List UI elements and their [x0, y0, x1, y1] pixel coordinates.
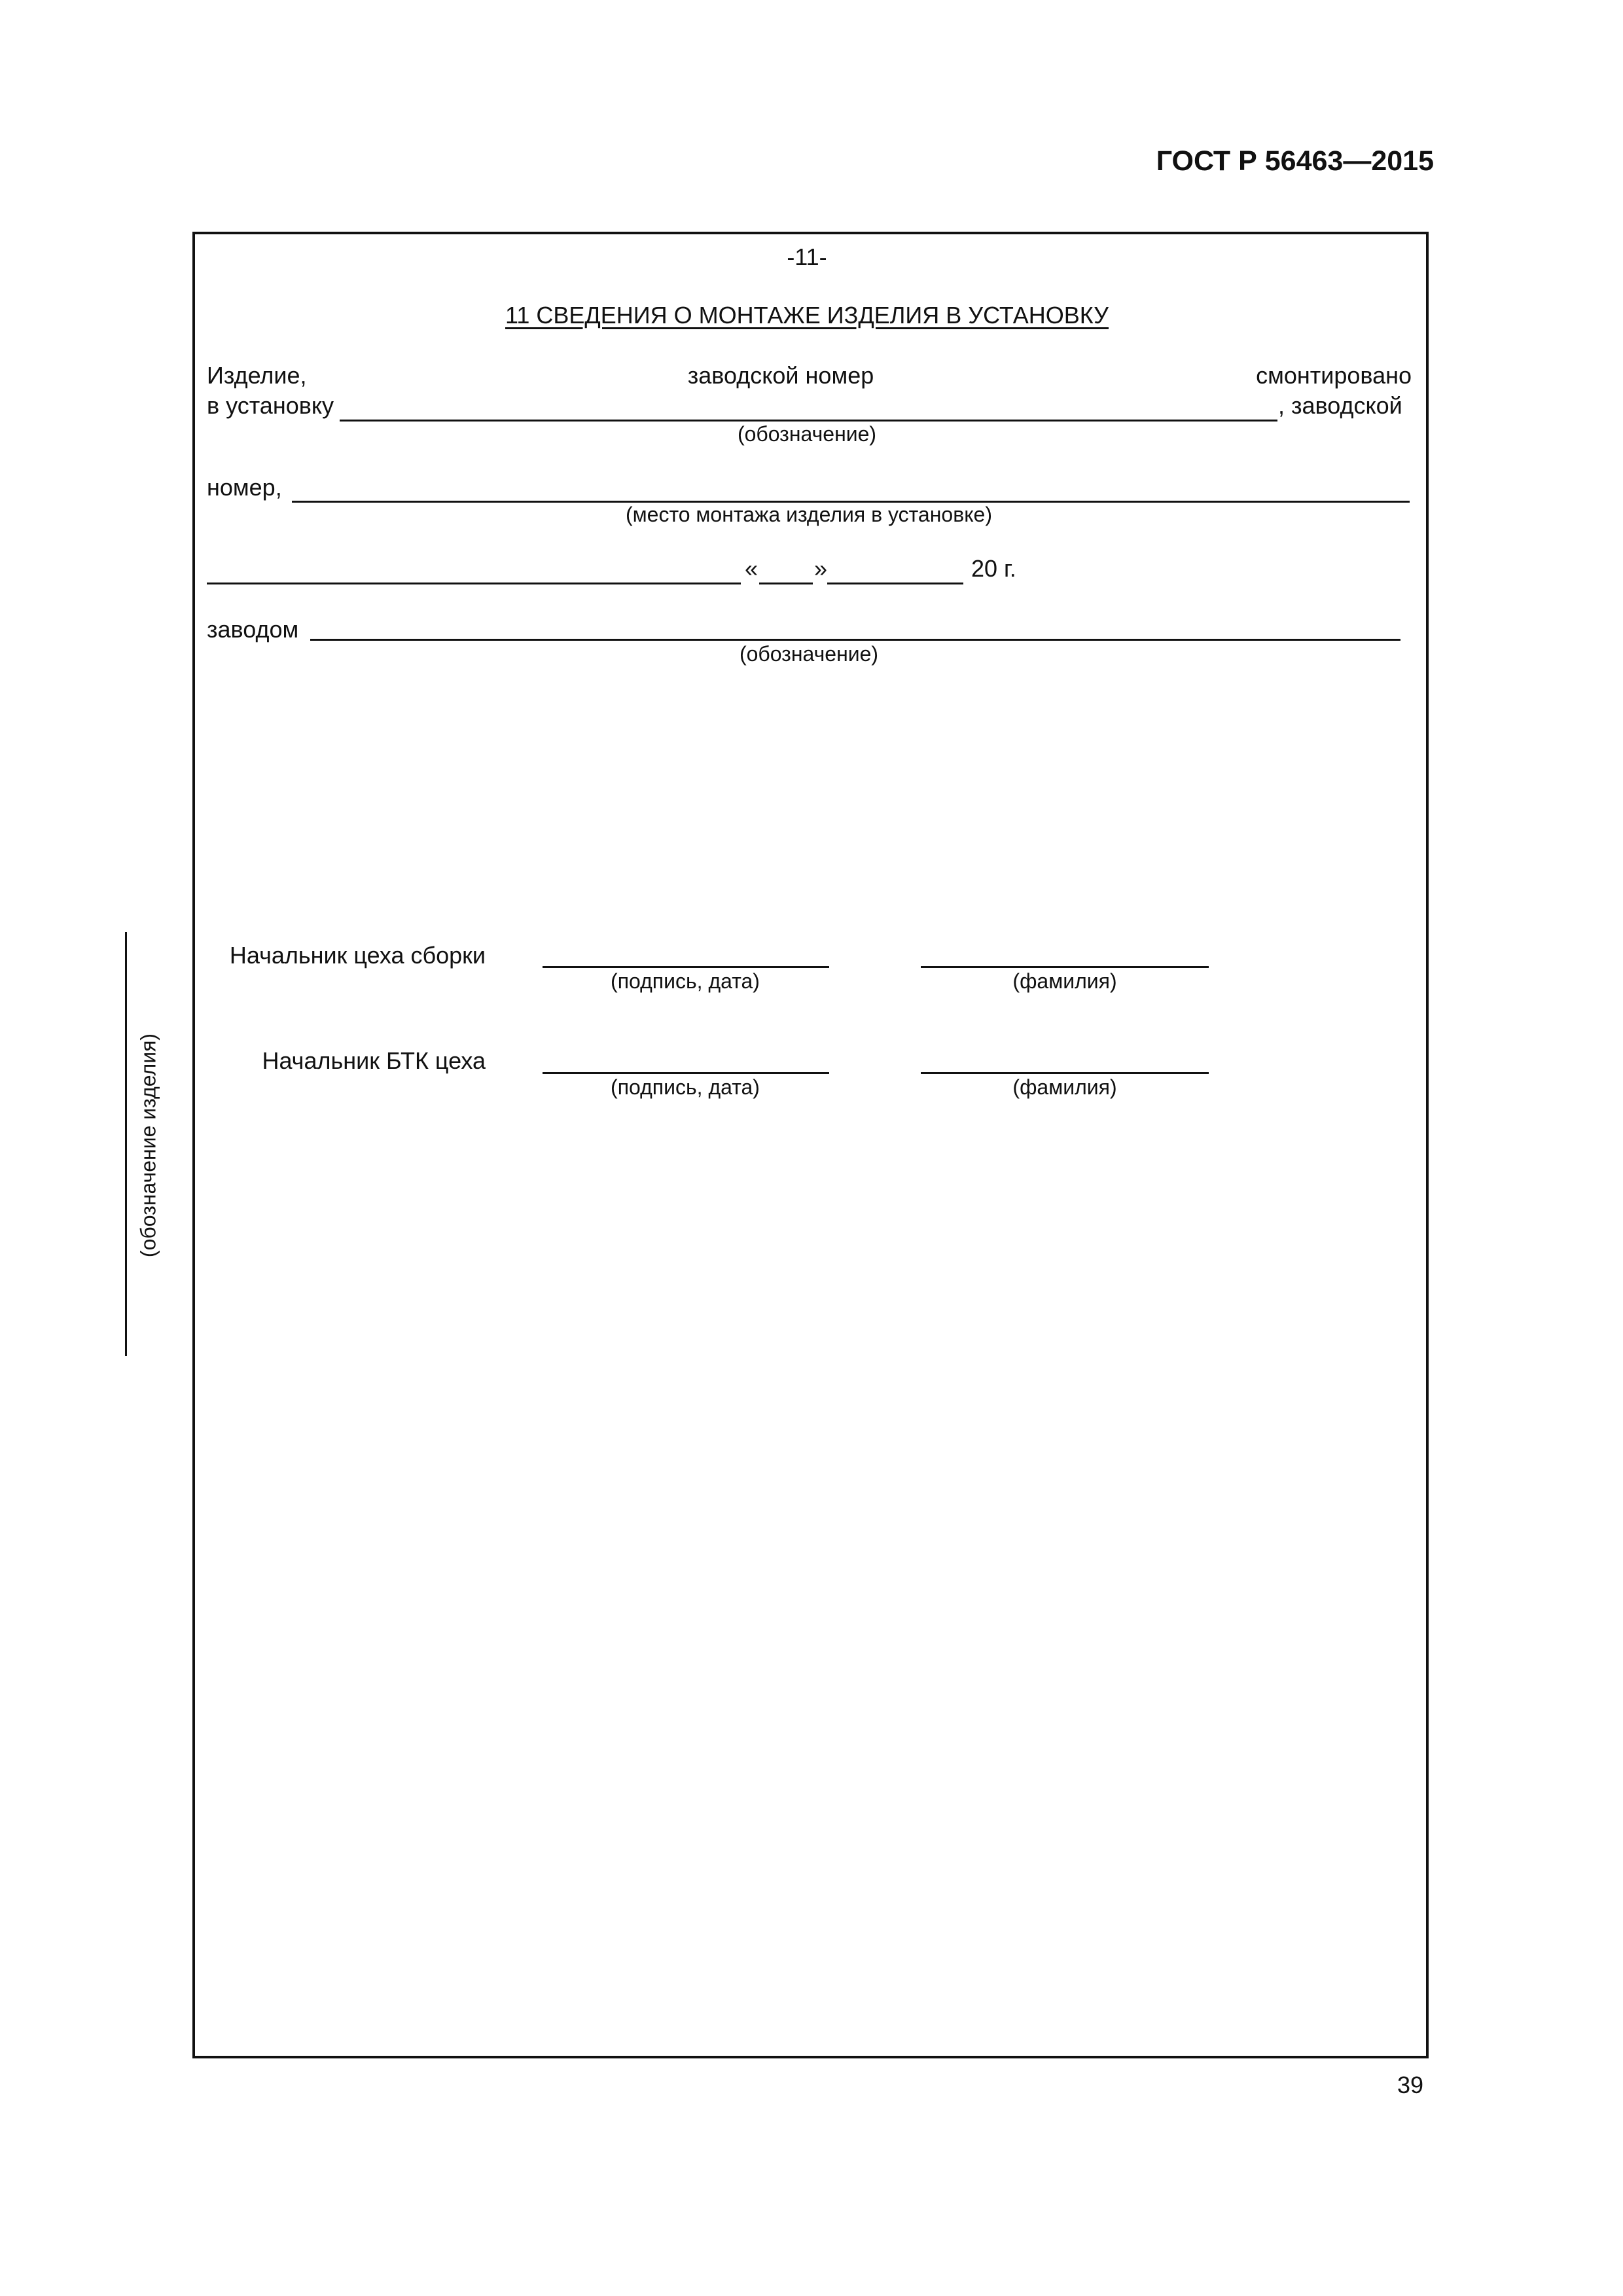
- label-serial-number: заводской номер: [687, 362, 874, 389]
- qc-head-name-field[interactable]: [921, 1072, 1209, 1074]
- assembly-head-name-field[interactable]: [921, 966, 1209, 968]
- label-mounted: смонтировано: [1256, 362, 1412, 389]
- label-plant: заводом: [207, 616, 299, 643]
- caption-signature-date: (подпись, дата): [611, 969, 760, 993]
- assembly-head-signature-field[interactable]: [543, 966, 829, 968]
- label-serial-suffix: , заводской: [1278, 392, 1402, 419]
- standard-code: ГОСТ Р 56463—2015: [1156, 145, 1434, 177]
- section-title: 11 СВЕДЕНИЯ О МОНТАЖЕ ИЗДЕЛИЯ В УСТАНОВКУ: [505, 302, 1109, 329]
- role-assembly-head: Начальник цеха сборки: [229, 942, 486, 969]
- label-number: номер,: [207, 474, 282, 501]
- page-number: 39: [1397, 2072, 1423, 2098]
- quote-close: »: [814, 555, 828, 582]
- month-field[interactable]: [827, 583, 963, 584]
- caption-plant-designation: (обозначение): [739, 642, 879, 666]
- role-qc-head: Начальник БТК цеха: [262, 1047, 486, 1074]
- day-field[interactable]: [759, 583, 813, 584]
- caption-surname: (фамилия): [1012, 969, 1117, 993]
- qc-head-signature-field[interactable]: [543, 1072, 829, 1074]
- side-margin-rule: [125, 932, 127, 1356]
- page-marker: -11-: [787, 243, 827, 270]
- caption-signature-date: (подпись, дата): [611, 1075, 760, 1099]
- label-into-installation: в установку: [207, 392, 334, 419]
- plant-designation-field[interactable]: [310, 639, 1400, 641]
- caption-surname: (фамилия): [1012, 1075, 1117, 1099]
- installation-designation-field[interactable]: [340, 420, 1277, 422]
- side-label-product-designation: (обозначение изделия): [136, 1033, 160, 1258]
- date-prefix-field[interactable]: [207, 583, 741, 584]
- label-product: Изделие,: [207, 362, 307, 389]
- year-label: 20 г.: [971, 555, 1016, 582]
- caption-designation: (обозначение): [737, 422, 877, 446]
- caption-mounting-place: (место монтажа изделия в установке): [625, 503, 993, 526]
- quote-open: «: [745, 555, 758, 582]
